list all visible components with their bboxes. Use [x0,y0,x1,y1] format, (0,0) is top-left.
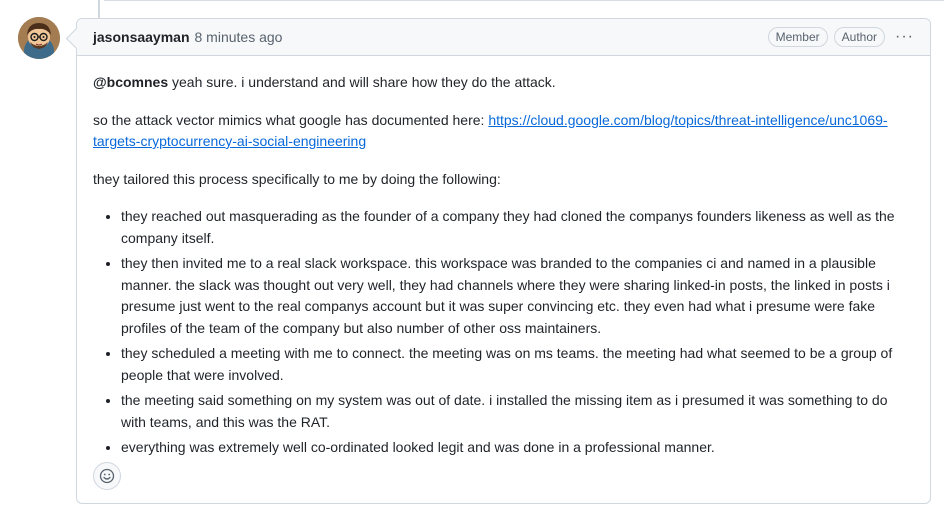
avatar-illustration [18,17,60,59]
comment-author-link[interactable]: jasonsaayman [93,29,190,45]
reference-link[interactable]: https://cloud.google.com/blog/topics/threat-intelligence/unc1069-targets-cryptocurrency-ai-social-engineering [93,111,888,149]
attack-steps-list [93,206,914,459]
paragraph-text: yeah sure. i understand and will share how they do the attack. [168,74,556,90]
paragraph-text: they tailored this process specifically to me by doing the following: [93,170,501,187]
list-item: • everything was extremely well co-ordinated looked legit and was done in a professional manner. [121,437,914,459]
comment-header [77,19,930,56]
list-item: • the meeting said something on my system was out of date. i installed the missing item as i presumed it was something to do with teams, and this was the RAT. [121,390,914,433]
paragraph-text: so the attack vector mimics what google has documented here: [93,111,489,128]
timeline-connector [98,0,100,18]
comment-paragraph [93,72,914,94]
list-item: • they scheduled a meeting with me to connect. the meeting was on ms teams. the meeting had what seemed to be a group of people that were involved. [121,343,914,386]
member-badge: Member [768,27,828,47]
previous-item-border [104,0,944,1]
comment-timestamp[interactable]: 8 minutes ago [194,29,283,45]
author-badge: Author [834,27,885,47]
user-avatar[interactable] [18,17,60,59]
comment-header-actions [768,27,916,47]
comment-body [77,56,930,459]
smiley-icon [99,468,115,484]
kebab-icon[interactable]: ··· [895,28,914,45]
user-mention[interactable]: @bcomnes [93,74,169,90]
comment-paragraph [93,110,914,153]
comment-card [76,18,931,504]
list-item: • they reached out masquerading as the founder of a company they had cloned the companys founders likeness as well as the company itself. [121,206,914,249]
comment-paragraph [93,169,914,191]
add-reaction-button[interactable] [93,462,121,490]
list-item: • they then invited me to a real slack workspace. this workspace was branded to the companies ci and named in a plausible manner. the slack was thought out very well, they had channels where they were sharing linked-in posts, the linked in posts i presume just went to the real companys account but it was super convincing etc. they even had what i presume were fake profiles of the team of the company but also number of other oss maintainers. [121,253,914,339]
